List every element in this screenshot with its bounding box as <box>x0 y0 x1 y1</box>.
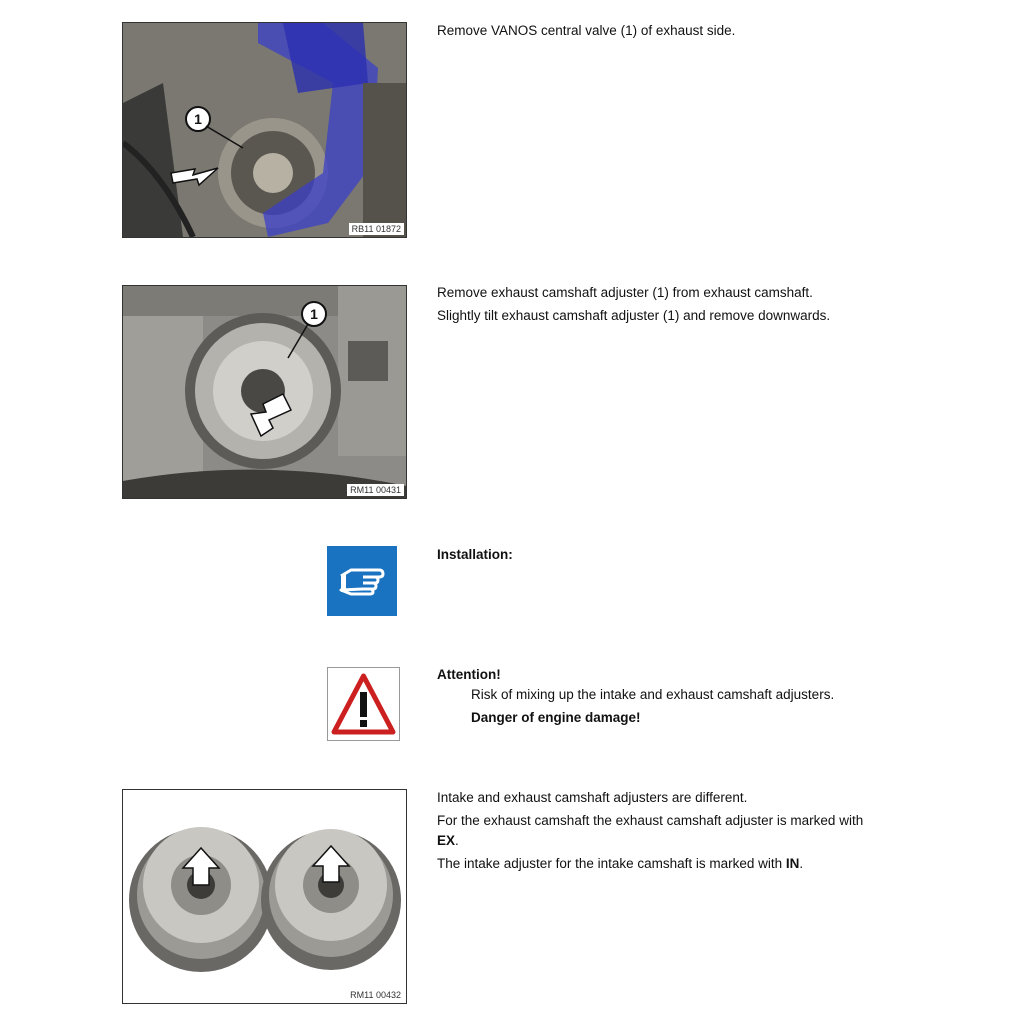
final-line-2-text: For the exhaust camshaft the exhaust camshaft adjuster is marked with <box>437 813 864 828</box>
intake-adjuster-illustration <box>261 829 401 970</box>
step-2-line-1: Remove exhaust camshaft adjuster (1) from exhaust camshaft. <box>437 285 813 300</box>
step-1-text <box>437 21 735 44</box>
step-2-line-2: Slightly tilt exhaust camshaft adjuster (1) and remove downwards. <box>437 308 831 323</box>
photo-vanos-valve <box>122 22 407 238</box>
two-adjusters-illustration <box>123 790 406 1003</box>
image-code: RB11 01872 <box>349 223 404 235</box>
pointing-hand-icon <box>327 546 397 616</box>
image-code: RM11 00432 <box>347 989 404 1001</box>
final-line-3-end: . <box>799 856 804 871</box>
in-marking: IN <box>785 856 800 871</box>
final-line-3-text: The intake adjuster for the intake camshaft is marked with <box>437 856 786 871</box>
installation-heading: Installation: <box>437 547 513 562</box>
exhaust-adjuster-illustration <box>129 827 273 972</box>
final-line-1: Intake and exhaust camshaft adjusters are different. <box>437 790 748 805</box>
ex-marking: EX <box>437 833 456 848</box>
photo-camshaft-adjuster-removal <box>122 285 407 499</box>
final-line-3 <box>437 854 907 874</box>
image-code: RM11 00431 <box>347 484 404 496</box>
photo-intake-exhaust-adjusters <box>122 789 407 1004</box>
svg-text:1: 1 <box>194 111 202 127</box>
step-1-line: Remove VANOS central valve (1) of exhaust side. <box>437 23 736 38</box>
attention-title: Attention! <box>437 667 501 682</box>
attention-line-2: Danger of engine damage! <box>471 710 641 725</box>
final-line-2 <box>437 811 907 851</box>
attention-block <box>437 665 834 731</box>
warning-triangle-icon <box>327 667 400 741</box>
engine-photo-illustration <box>123 23 406 237</box>
step-2-text <box>437 283 830 329</box>
svg-text:1: 1 <box>310 306 318 322</box>
final-text <box>437 788 907 877</box>
camshaft-adjuster-illustration <box>123 286 406 498</box>
final-line-2-end: . <box>455 833 459 848</box>
attention-line-1: Risk of mixing up the intake and exhaust camshaft adjusters. <box>471 687 835 702</box>
